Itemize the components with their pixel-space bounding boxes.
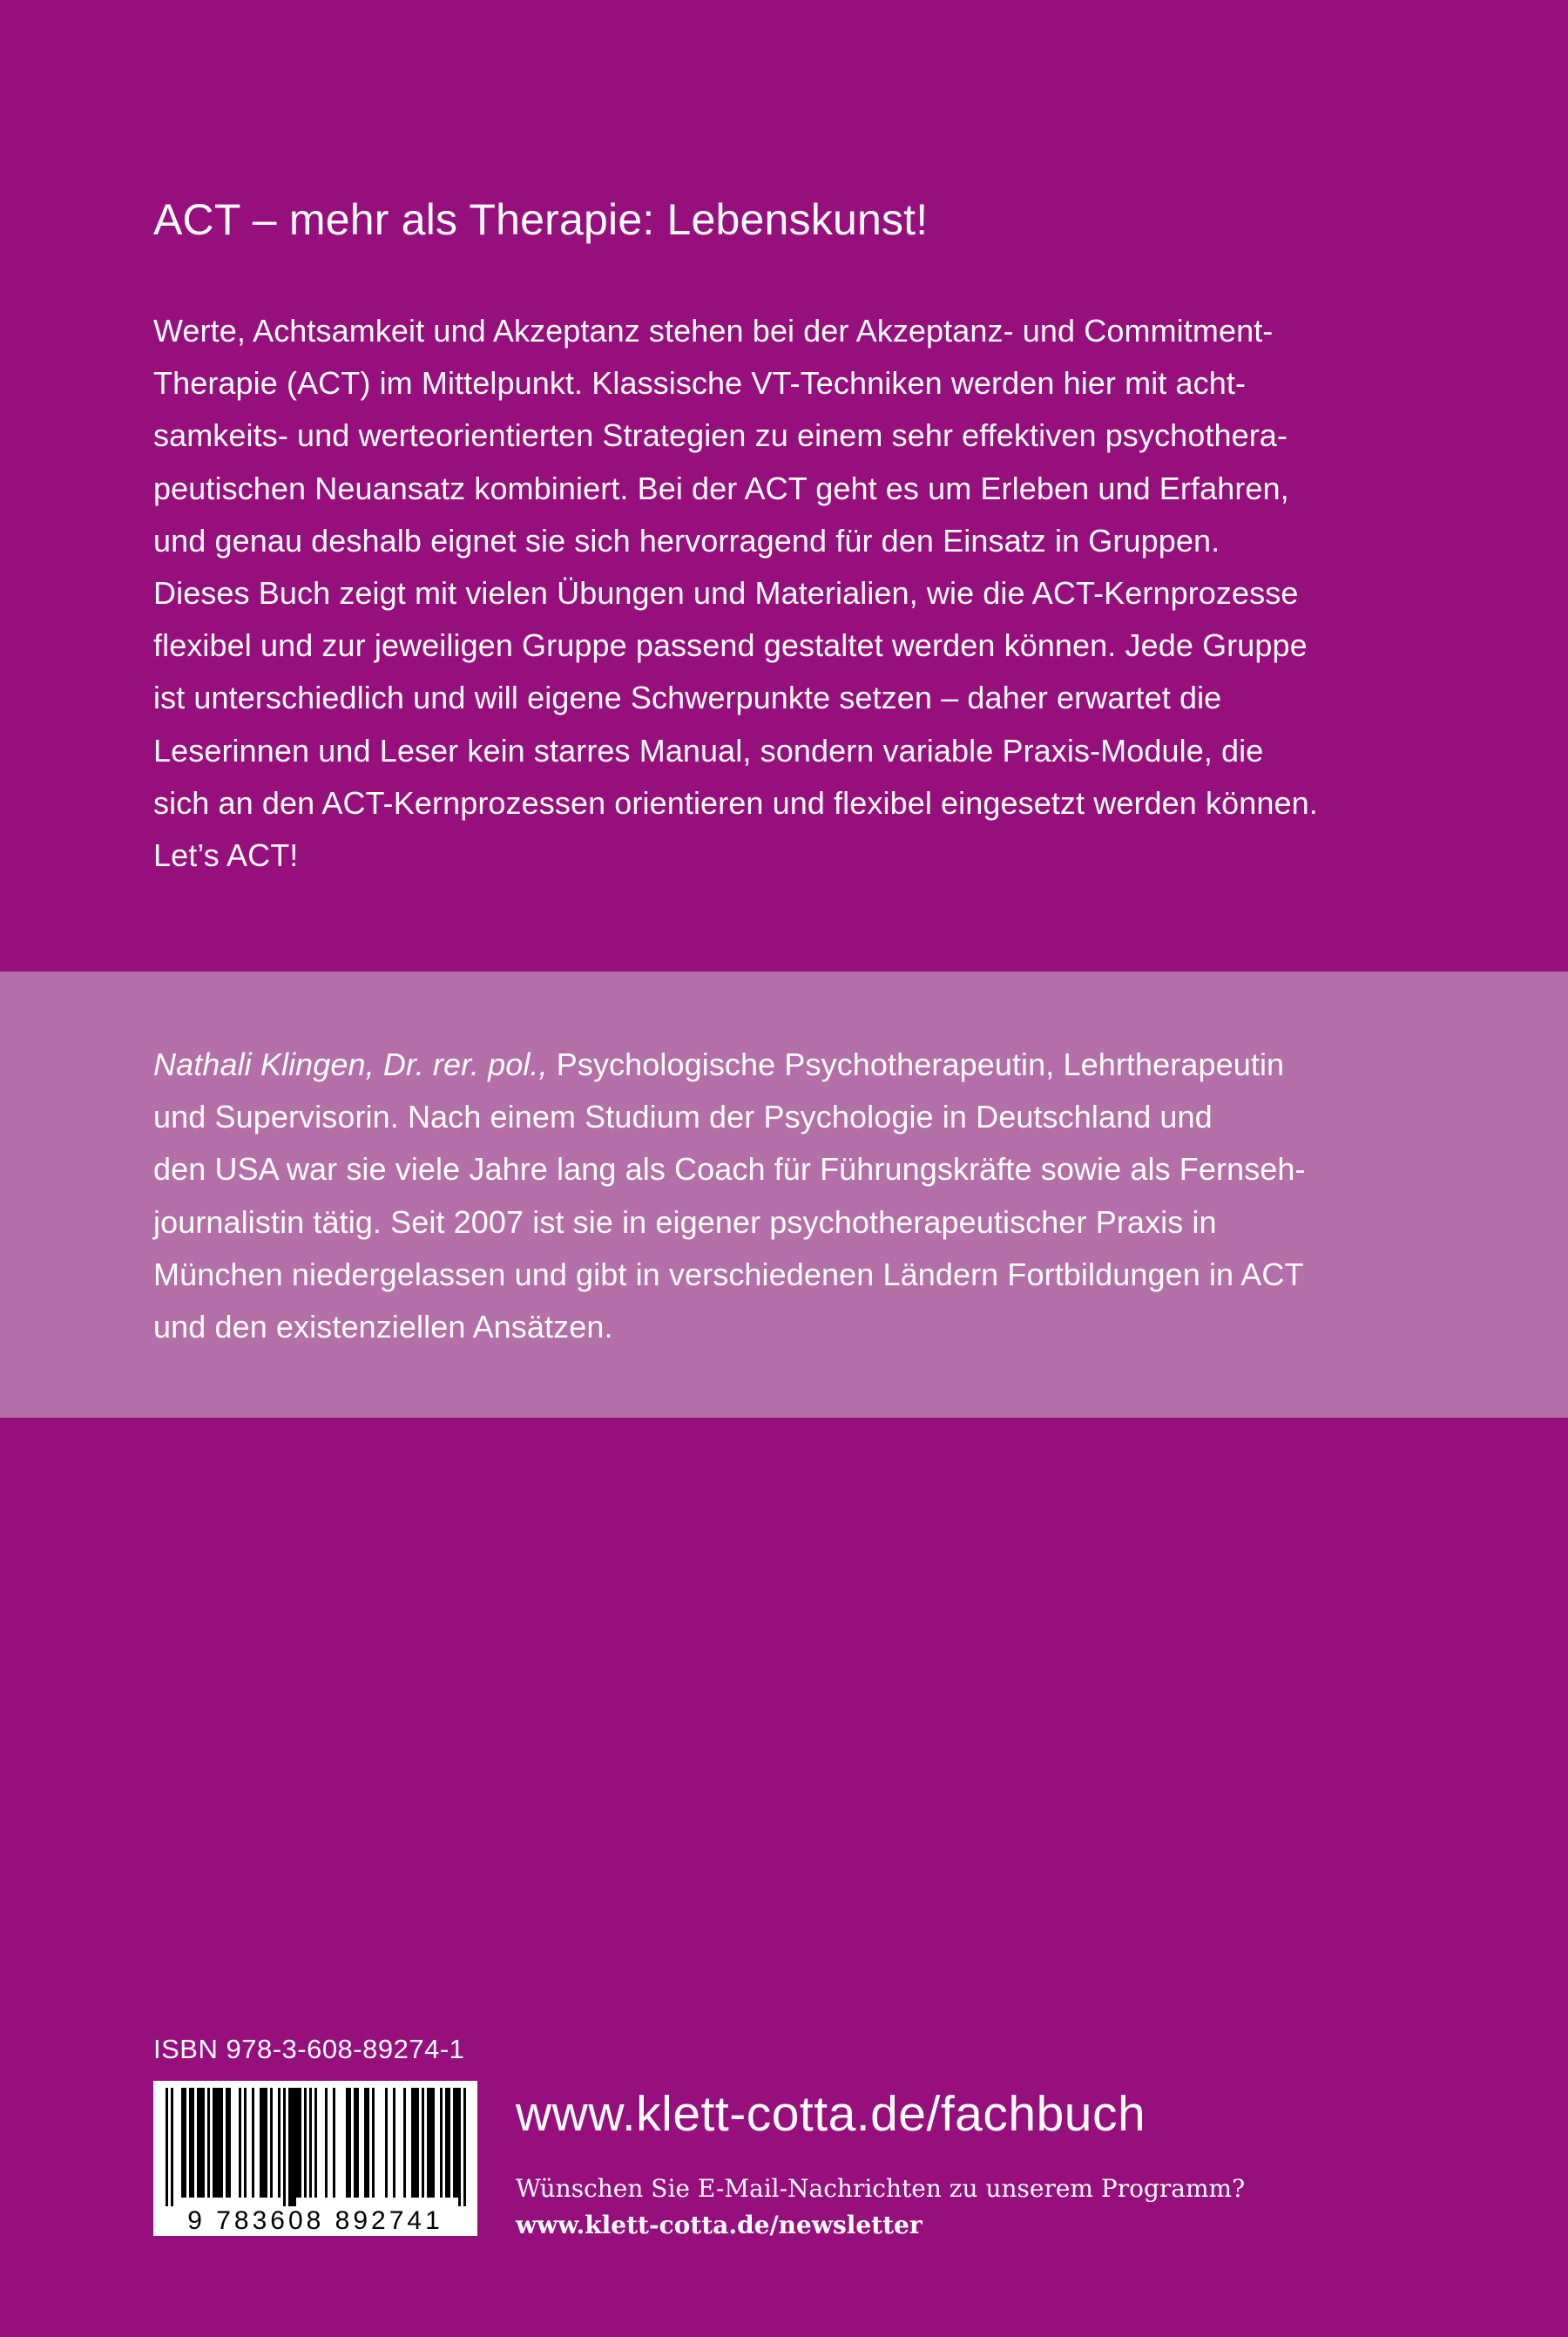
isbn-label: ISBN 978-3-608-89274-1 — [153, 2034, 465, 2064]
barcode-bar — [385, 2088, 388, 2198]
blurb-line: Werte, Achtsamkeit und Akzeptanz stehen bei der Akzeptanz- und Commitment- — [153, 313, 1274, 349]
blurb-line: und genau deshalb eignet sie sich hervorragend für den Einsatz in Gruppen. — [153, 522, 1220, 559]
bio-line: München niedergelassen und gibt in verschiedenen Ländern Fortbildungen in ACT — [153, 1256, 1304, 1292]
barcode-bar — [333, 2088, 335, 2198]
blurb-line: sich an den ACT-Kernprozessen orientieren und flexibel eingesetzt werden können. — [153, 784, 1318, 821]
barcode-bar — [458, 2088, 461, 2206]
newsletter-question: Wünschen Sie E-Mail-Nachrichten zu unserem Programm? — [516, 2174, 1246, 2203]
barcode-graphic — [153, 2081, 477, 2236]
author-name: Nathali Klingen, Dr. rer. pol., — [153, 1047, 548, 1082]
barcode-bar — [181, 2088, 184, 2198]
barcode-bar — [448, 2088, 450, 2198]
barcode-bar — [372, 2088, 375, 2198]
barcode-bar — [294, 2088, 296, 2206]
barcode-bar — [414, 2088, 416, 2198]
barcode-bar — [427, 2088, 429, 2198]
barcode-bar — [213, 2088, 215, 2198]
author-bio — [153, 1039, 1443, 1353]
barcode-bar — [432, 2088, 435, 2198]
blurb-line: peutischen Neuansatz kombiniert. Bei der ACT geht es um Erleben und Erfahren, — [153, 470, 1289, 506]
newsletter-link[interactable]: www.klett-cotta.de/newsletter — [516, 2211, 923, 2239]
barcode-bar — [184, 2088, 186, 2198]
barcode-bar — [364, 2088, 367, 2198]
barcode-bar — [262, 2088, 265, 2198]
barcode-bar — [220, 2088, 223, 2198]
bio-line: und Supervisorin. Nach einem Studium der Psychologie in Deutschland und — [153, 1099, 1213, 1135]
barcode-bar — [429, 2088, 432, 2198]
blurb-line: samkeits- und werteorientierten Strategien zu einem sehr effektiven psychothera- — [153, 417, 1288, 454]
barcode-bar — [192, 2088, 194, 2198]
barcode-bar — [226, 2088, 228, 2198]
barcode-bar — [270, 2088, 273, 2198]
blurb-line: Dieses Buch zeigt mit vielen Übungen und Materialien, wie die ACT-Kernprozesse — [153, 575, 1299, 612]
barcode-bar — [189, 2088, 192, 2198]
barcode-bar — [348, 2088, 351, 2198]
barcode-digits: 9 783608 892741 — [187, 2206, 443, 2235]
barcode-bar — [202, 2088, 205, 2198]
barcode-bar — [440, 2088, 443, 2198]
barcode-bar — [197, 2088, 199, 2198]
barcode-bar — [356, 2088, 359, 2198]
barcode-bar — [346, 2088, 348, 2198]
barcode-bar — [422, 2088, 424, 2198]
barcode-bar — [171, 2088, 173, 2206]
barcode-bar — [291, 2088, 294, 2206]
barcode-bar — [354, 2088, 356, 2198]
barcode-bar — [199, 2088, 202, 2198]
barcode-bar — [265, 2088, 267, 2198]
blurb-line: flexibel und zur jeweiligen Gruppe passend gestaltet werden können. Jede Gruppe — [153, 627, 1308, 664]
barcode-bar — [228, 2088, 231, 2198]
bio-line-rest: Psychologische Psychotherapeutin, Lehrtherapeutin — [547, 1047, 1285, 1082]
barcode-bar — [239, 2088, 241, 2198]
barcode-bar — [325, 2088, 328, 2198]
barcode-bar — [207, 2088, 210, 2198]
bio-line: den USA war sie viele Jahre lang als Coach für Führungskräfte sowie als Fernseh- — [153, 1151, 1306, 1188]
barcode-bar — [367, 2088, 369, 2198]
blurb-text — [153, 305, 1443, 882]
barcode-bar — [288, 2088, 291, 2206]
barcode-bar — [314, 2088, 317, 2198]
barcode-bar — [166, 2088, 168, 2206]
barcode-bar — [411, 2088, 414, 2198]
bio-line: journalistin tätig. Seit 2007 ist sie in eigener psychotherapeutischer Praxis in — [153, 1203, 1217, 1240]
barcode-bar — [416, 2088, 419, 2198]
barcode-bar — [252, 2088, 254, 2198]
barcode-bar — [218, 2088, 220, 2198]
barcode-bar — [278, 2088, 280, 2198]
bio-line — [153, 1039, 1443, 1091]
barcode-bar — [260, 2088, 262, 2198]
bio-line: und den existenziellen Ansätzen. — [153, 1309, 613, 1345]
barcode-bar — [445, 2088, 448, 2198]
cover-headline: ACT – mehr als Therapie: Lebenskunst! — [153, 195, 929, 244]
barcode-bar — [453, 2088, 456, 2198]
blurb-line: Leserinnen und Leser kein starres Manual, sondern variable Praxis-Module, die — [153, 732, 1264, 769]
barcode-bar — [283, 2088, 286, 2206]
blurb-line: Let’s ACT! — [153, 837, 299, 874]
barcode-bar — [244, 2088, 247, 2198]
barcode-bar — [309, 2088, 312, 2198]
blurb-line: ist unterschiedlich und will eigene Schwerpunkte setzen – daher erwartet die — [153, 680, 1222, 716]
isbn-barcode — [153, 2081, 477, 2236]
barcode-bar — [215, 2088, 218, 2198]
barcode-bar — [299, 2088, 301, 2198]
barcode-bar — [393, 2088, 395, 2198]
barcode-bar — [463, 2088, 466, 2206]
barcode-bar — [304, 2088, 307, 2198]
barcode-bar — [296, 2088, 299, 2198]
barcode-bar — [403, 2088, 406, 2198]
publisher-website-link[interactable]: www.klett-cotta.de/fachbuch — [516, 2086, 1146, 2142]
blurb-line: Therapie (ACT) im Mittelpunkt. Klassische VT-Techniken werden hier mit acht- — [153, 365, 1247, 402]
barcode-bar — [456, 2088, 458, 2198]
